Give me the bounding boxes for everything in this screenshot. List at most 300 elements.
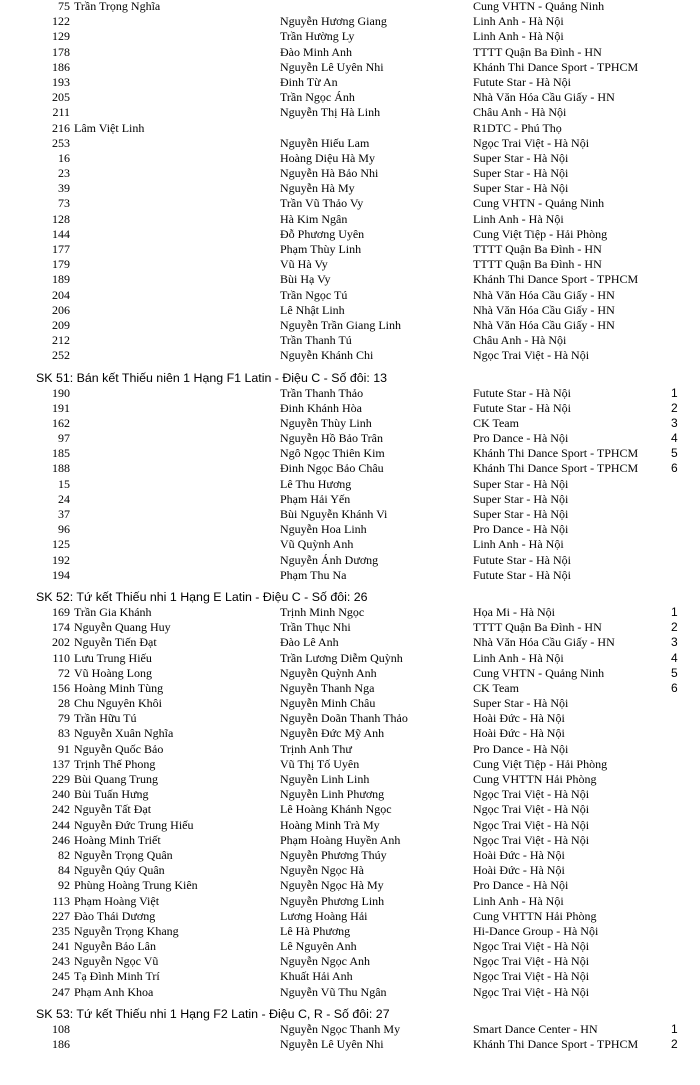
club-name: Linh Anh - Hà Nội: [473, 29, 564, 44]
couple-row: [0, 711, 700, 726]
club-name: Linh Anh - Hà Nội: [473, 893, 564, 908]
partner-name: Hà Kim Ngân: [280, 211, 348, 226]
partner-name: Trần Lương Diễm Quỳnh: [280, 650, 403, 665]
club-name: Super Star - Hà Nội: [473, 150, 569, 165]
club-name: Cung Việt Tiệp - Hải Phòng: [473, 226, 608, 241]
partner-name: Trịnh Minh Ngọc: [280, 604, 365, 619]
couple-number: 129: [52, 29, 70, 44]
club-name: Cung VHTTN Hải Phòng: [473, 908, 597, 923]
couple-row: [0, 303, 700, 318]
partner-name: Nguyễn Linh Phương: [280, 787, 385, 802]
lead-name: Nguyễn Tất Đạt: [74, 802, 152, 817]
club-name: Ngọc Trai Việt - Hà Nội: [473, 969, 590, 984]
couple-number: 96: [58, 522, 70, 537]
couple-number: 194: [52, 567, 70, 582]
partner-name: Trần Hường Ly: [280, 29, 355, 44]
partner-name: Lê Thu Hương: [280, 476, 352, 491]
rank-number: 1: [671, 1021, 678, 1036]
rank-number: 3: [671, 635, 678, 650]
couple-row: [0, 431, 700, 446]
couple-row: [0, 272, 700, 287]
partner-name: Nguyễn Khánh Chi: [280, 348, 374, 363]
couple-row: [0, 939, 700, 954]
partner-name: Nguyễn Lê Uyên Nhi: [280, 1037, 384, 1051]
club-name: Super Star - Hà Nội: [473, 181, 569, 196]
couple-number: 247: [52, 984, 70, 999]
partner-name: Nguyễn Ngọc Anh: [280, 954, 370, 969]
partner-name: Lương Hoàng Hải: [280, 908, 368, 923]
lead-name: Hoàng Minh Triết: [74, 832, 161, 847]
couple-row: [0, 401, 700, 416]
couple-number: 174: [52, 620, 70, 635]
club-name: Linh Anh - Hà Nội: [473, 14, 564, 29]
partner-name: Lê Nhật Linh: [280, 302, 345, 317]
couple-row: [0, 985, 700, 1000]
event-section: [0, 0, 700, 364]
club-name: TTTT Quận Ba Đình - HN: [473, 257, 602, 272]
couple-row: [0, 924, 700, 939]
club-name: Futute Star - Hà Nội: [473, 567, 571, 582]
club-name: Ngọc Trai Việt - Hà Nội: [473, 348, 590, 363]
lead-name: Nguyễn Quốc Bảo: [74, 741, 164, 756]
club-name: Futute Star - Hà Nội: [473, 385, 571, 400]
couple-row: [0, 802, 700, 817]
club-name: Super Star - Hà Nội: [473, 507, 569, 521]
partner-name: Vũ Quỳnh Anh: [280, 537, 354, 552]
lead-name: Bùi Tuấn Hưng: [74, 787, 149, 802]
rank-number: 2: [671, 400, 678, 415]
couple-row: [0, 863, 700, 878]
club-name: Hoài Đức - Hà Nội: [473, 711, 565, 726]
club-name: Khánh Thi Dance Sport - TPHCM: [473, 59, 639, 74]
club-name: Ngọc Trai Việt - Hà Nội: [473, 984, 590, 999]
couple-number: 169: [52, 604, 70, 619]
couple-number: 137: [52, 756, 70, 771]
couple-row: [0, 681, 700, 696]
partner-name: Lê Hoàng Khánh Ngọc: [280, 802, 392, 817]
partner-name: Bùi Nguyễn Khánh Vi: [280, 507, 388, 521]
couple-row: [0, 461, 700, 476]
club-name: Cung Việt Tiệp - Hải Phòng: [473, 756, 608, 771]
lead-name: Nguyễn Trọng Quân: [74, 847, 173, 862]
partner-name: Nguyễn Ngọc Hà: [280, 863, 364, 878]
couple-row: [0, 522, 700, 537]
partner-name: Nguyễn Hương Giang: [280, 14, 387, 29]
club-name: Super Star - Hà Nội: [473, 476, 569, 491]
partner-name: Nguyễn Đức Mỹ Anh: [280, 726, 385, 741]
club-name: TTTT Quận Ba Đình - HN: [473, 620, 602, 635]
couple-row: [0, 537, 700, 552]
club-name: Hoài Đức - Hà Nội: [473, 726, 565, 741]
couple-number: 244: [52, 817, 70, 832]
couple-number: 15: [58, 476, 70, 491]
partner-name: Nguyễn Hồ Bảo Trân: [280, 431, 384, 446]
club-name: Pro Dance - Hà Nội: [473, 741, 569, 756]
partner-name: Nguyễn Vũ Thu Ngân: [280, 984, 387, 999]
couple-number: 113: [52, 893, 70, 908]
lead-name: Trịnh Thế Phong: [74, 756, 156, 771]
club-name: Nhà Văn Hóa Cầu Giấy - HN: [473, 302, 615, 317]
couple-row: [0, 105, 700, 120]
club-name: Pro Dance - Hà Nội: [473, 522, 569, 537]
lead-name: Nguyễn Xuân Nghĩa: [74, 726, 174, 741]
couple-row: [0, 121, 700, 136]
couple-number: 24: [58, 491, 70, 506]
couple-row: [0, 568, 700, 583]
partner-name: Nguyễn Thị Hà Linh: [280, 105, 381, 120]
couple-row: [0, 386, 700, 401]
couple-row: [0, 878, 700, 893]
couple-row: [0, 288, 700, 303]
couple-number: 79: [58, 711, 70, 726]
lead-name: Trần Gia Khánh: [74, 604, 152, 619]
couple-number: 188: [52, 461, 70, 476]
couple-number: 192: [52, 552, 70, 567]
couple-number: 23: [58, 166, 70, 181]
partner-name: Lê Nguyên Anh: [280, 939, 357, 954]
partner-name: Nguyễn Hà Bảo Nhi: [280, 166, 379, 181]
partner-name: Phạm Thùy Linh: [280, 242, 362, 256]
couple-row: [0, 507, 700, 522]
rank-number: 6: [671, 461, 678, 476]
couple-number: 241: [52, 939, 70, 954]
couple-number: 122: [52, 14, 70, 29]
couple-number: 242: [52, 802, 70, 817]
club-name: Khánh Thi Dance Sport - TPHCM: [473, 1037, 639, 1051]
couple-number: 235: [52, 923, 70, 938]
partner-name: Khuất Hải Anh: [280, 969, 353, 984]
couple-number: 209: [52, 317, 70, 332]
couple-row: [0, 477, 700, 492]
couple-row: [0, 1037, 700, 1052]
couple-number: 190: [52, 385, 70, 400]
club-name: TTTT Quận Ba Đình - HN: [473, 242, 602, 256]
couple-row: [0, 666, 700, 681]
club-name: Nhà Văn Hóa Cầu Giấy - HN: [473, 317, 615, 332]
couple-number: 37: [58, 507, 70, 521]
partner-name: Bùi Hạ Vy: [280, 272, 331, 287]
couple-number: 125: [52, 537, 70, 552]
couple-row: [0, 333, 700, 348]
club-name: Super Star - Hà Nội: [473, 491, 569, 506]
couple-number: 253: [52, 135, 70, 150]
couple-number: 82: [58, 847, 70, 862]
couple-row: [0, 227, 700, 242]
partner-name: Nguyễn Ánh Dương: [280, 552, 379, 567]
couple-number: 179: [52, 257, 70, 272]
partner-name: Nguyễn Thùy Linh: [280, 415, 372, 430]
club-name: Nhà Văn Hóa Cầu Giấy - HN: [473, 90, 615, 105]
partner-name: Đỗ Phương Uyên: [280, 226, 365, 241]
partner-name: Vũ Thị Tố Uyên: [280, 756, 360, 771]
couple-number: 75: [58, 0, 70, 13]
club-name: Linh Anh - Hà Nội: [473, 537, 564, 552]
club-name: Smart Dance Center - HN: [473, 1021, 598, 1036]
lead-name: Chu Nguyên Khôi: [74, 696, 162, 711]
couple-row: [0, 757, 700, 772]
club-name: Futute Star - Hà Nội: [473, 74, 571, 89]
partner-name: Phạm Thu Na: [280, 567, 347, 582]
partner-name: Nguyễn Trần Giang Linh: [280, 317, 401, 332]
lead-name: Phùng Hoàng Trung Kiên: [74, 878, 198, 893]
couple-number: 189: [52, 272, 70, 287]
couple-row: [0, 14, 700, 29]
couple-number: 212: [52, 333, 70, 348]
rank-number: 4: [671, 431, 678, 446]
club-name: CK Team: [473, 680, 519, 695]
couple-number: 202: [52, 635, 70, 650]
partner-name: Đinh Khánh Hòa: [280, 400, 362, 415]
couple-number: 185: [52, 446, 70, 461]
couple-row: [0, 242, 700, 257]
couple-row: [0, 726, 700, 741]
couple-row: [0, 742, 700, 757]
partner-name: Phạm Hoàng Huyền Anh: [280, 832, 401, 847]
couple-row: [0, 909, 700, 924]
partner-name: Đinh Ngọc Bảo Châu: [280, 461, 384, 476]
partner-name: Nguyễn Hiếu Lam: [280, 135, 370, 150]
rank-number: 3: [671, 415, 678, 430]
couple-number: 252: [52, 348, 70, 363]
couple-row: [0, 318, 700, 333]
partner-name: Nguyễn Thanh Nga: [280, 680, 375, 695]
lead-name: Trần Trọng Nghĩa: [74, 0, 161, 13]
club-name: Nhà Văn Hóa Cầu Giấy - HN: [473, 287, 615, 302]
event-section: [0, 589, 700, 1000]
partner-name: Đào Lê Anh: [280, 635, 339, 650]
partner-name: Trần Thục Nhi: [280, 620, 351, 635]
club-name: Hoài Đức - Hà Nội: [473, 863, 565, 878]
couple-row: [0, 151, 700, 166]
partner-name: Nguyễn Linh Linh: [280, 772, 370, 786]
couple-row: [0, 787, 700, 802]
partner-name: Trần Thanh Tú: [280, 333, 352, 348]
club-name: Cung VHTN - Quảng Ninh: [473, 0, 605, 13]
couple-number: 156: [52, 680, 70, 695]
club-name: Pro Dance - Hà Nội: [473, 878, 569, 893]
partner-name: Hoàng Diệu Hà My: [280, 150, 375, 165]
club-name: Ngọc Trai Việt - Hà Nội: [473, 817, 590, 832]
couple-row: [0, 181, 700, 196]
club-name: Cung VHTN - Quảng Ninh: [473, 665, 605, 680]
lead-name: Nguyễn Tiến Đạt: [74, 635, 157, 650]
rank-number: 4: [671, 650, 678, 665]
partner-name: Lê Hà Phương: [280, 923, 351, 938]
rank-number: 6: [671, 680, 678, 695]
lead-name: Trần Hữu Tú: [74, 711, 137, 726]
couple-row: [0, 212, 700, 227]
lead-name: Bùi Quang Trung: [74, 772, 159, 786]
club-name: Châu Anh - Hà Nội: [473, 105, 567, 120]
partner-name: Nguyễn Ngọc Thanh My: [280, 1021, 401, 1036]
lead-name: Phạm Anh Khoa: [74, 984, 154, 999]
club-name: Futute Star - Hà Nội: [473, 400, 571, 415]
rank-number: 1: [671, 385, 678, 400]
lead-name: Nguyễn Ngọc Vũ: [74, 954, 159, 969]
partner-name: Nguyễn Minh Châu: [280, 696, 376, 711]
couple-row: [0, 492, 700, 507]
partner-name: Trần Ngọc Ánh: [280, 90, 355, 105]
club-name: TTTT Quận Ba Đình - HN: [473, 44, 602, 59]
rank-number: 2: [671, 620, 678, 635]
couple-number: 83: [58, 726, 70, 741]
club-name: Ngọc Trai Việt - Hà Nội: [473, 135, 590, 150]
couple-number: 245: [52, 969, 70, 984]
lead-name: Phạm Hoàng Việt: [74, 893, 160, 908]
club-name: CK Team: [473, 415, 519, 430]
couple-number: 240: [52, 787, 70, 802]
club-name: Ngọc Trai Việt - Hà Nội: [473, 787, 590, 802]
partner-name: Trần Vũ Thảo Vy: [280, 196, 364, 211]
couple-row: [0, 45, 700, 60]
lead-name: Lâm Việt Linh: [74, 120, 145, 135]
partner-name: Nguyễn Ngọc Hà My: [280, 878, 384, 893]
lead-name: Nguyễn Đức Trung Hiếu: [74, 817, 194, 832]
couple-row: [0, 772, 700, 787]
couple-row: [0, 90, 700, 105]
couple-row: [0, 196, 700, 211]
club-name: R1DTC - Phú Thọ: [473, 120, 562, 135]
event-section: [0, 1006, 700, 1052]
club-name: Futute Star - Hà Nội: [473, 552, 571, 567]
club-name: Ngọc Trai Việt - Hà Nội: [473, 832, 590, 847]
partner-name: Nguyễn Hà My: [280, 181, 355, 196]
couple-number: 205: [52, 90, 70, 105]
club-name: Hoài Đức - Hà Nội: [473, 847, 565, 862]
couple-number: 108: [52, 1021, 70, 1036]
rank-number: 1: [671, 604, 678, 619]
couple-row: [0, 553, 700, 568]
partner-name: Trịnh Anh Thư: [280, 741, 352, 756]
rank-number: 5: [671, 446, 678, 461]
couple-number: 206: [52, 302, 70, 317]
couple-number: 186: [52, 1037, 70, 1051]
couple-row: [0, 969, 700, 984]
couple-number: 144: [52, 226, 70, 241]
club-name: Cung VHTN - Quảng Ninh: [473, 196, 605, 211]
club-name: Hi-Dance Group - Hà Nội: [473, 923, 599, 938]
couple-row: [0, 696, 700, 711]
couple-number: 216: [52, 120, 70, 135]
couple-row: [0, 818, 700, 833]
couple-row: [0, 0, 700, 14]
couple-row: [0, 954, 700, 969]
club-name: Ngọc Trai Việt - Hà Nội: [473, 802, 590, 817]
couple-number: 72: [58, 665, 70, 680]
partner-name: Nguyễn Quỳnh Anh: [280, 665, 377, 680]
club-name: Cung VHTTN Hải Phòng: [473, 772, 597, 786]
couple-number: 204: [52, 287, 70, 302]
couple-row: [0, 833, 700, 848]
partner-name: Ngô Ngọc Thiên Kim: [280, 446, 385, 461]
event-heading: SK 52: Tứ kết Thiếu nhi 1 Hạng E Latin - Điệu C - Số đôi: 26: [36, 589, 368, 604]
club-name: Nhà Văn Hóa Cầu Giấy - HN: [473, 635, 615, 650]
couple-row: [0, 620, 700, 635]
couple-row: [0, 894, 700, 909]
club-name: Khánh Thi Dance Sport - TPHCM: [473, 446, 639, 461]
couple-number: 91: [58, 741, 70, 756]
club-name: Linh Anh - Hà Nội: [473, 650, 564, 665]
club-name: Họa Mi - Hà Nội: [473, 604, 555, 619]
partner-name: Trần Thanh Thảo: [280, 385, 364, 400]
couple-number: 211: [52, 105, 70, 120]
partner-name: Đinh Từ An: [280, 74, 338, 89]
couple-row: [0, 166, 700, 181]
couple-number: 246: [52, 832, 70, 847]
lead-name: Hoàng Minh Tùng: [74, 680, 164, 695]
club-name: Khánh Thi Dance Sport - TPHCM: [473, 272, 639, 287]
couple-row: [0, 446, 700, 461]
couple-number: 73: [58, 196, 70, 211]
couple-number: 128: [52, 211, 70, 226]
couple-row: [0, 60, 700, 75]
couple-row: [0, 348, 700, 363]
lead-name: Nguyễn Qúy Quân: [74, 863, 165, 878]
partner-name: Nguyễn Hoa Linh: [280, 522, 367, 537]
couple-number: 193: [52, 74, 70, 89]
partner-name: Nguyễn Doãn Thanh Thảo: [280, 711, 408, 726]
couple-number: 84: [58, 863, 70, 878]
lead-name: Lưu Trung Hiếu: [74, 650, 152, 665]
couple-row: [0, 605, 700, 620]
club-name: Khánh Thi Dance Sport - TPHCM: [473, 461, 639, 476]
lead-name: Nguyễn Bảo Lân: [74, 939, 156, 954]
lead-name: Nguyễn Trọng Khang: [74, 923, 179, 938]
couple-number: 229: [52, 772, 70, 786]
couple-number: 97: [58, 431, 70, 446]
event-heading: SK 51: Bán kết Thiếu niên 1 Hạng F1 Latin - Điệu C - Số đôi: 13: [36, 370, 388, 385]
couple-row: [0, 651, 700, 666]
partner-name: Trần Ngọc Tú: [280, 287, 348, 302]
club-name: Ngọc Trai Việt - Hà Nội: [473, 954, 590, 969]
club-name: Super Star - Hà Nội: [473, 166, 569, 181]
couple-row: [0, 75, 700, 90]
couple-number: 110: [52, 650, 70, 665]
club-name: Linh Anh - Hà Nội: [473, 211, 564, 226]
partner-name: Vũ Hà Vy: [280, 257, 328, 272]
club-name: Châu Anh - Hà Nội: [473, 333, 567, 348]
couple-number: 243: [52, 954, 70, 969]
couple-row: [0, 635, 700, 650]
couple-number: 39: [58, 181, 70, 196]
partner-name: Nguyễn Phương Thúy: [280, 847, 387, 862]
couple-number: 16: [58, 150, 70, 165]
partner-name: Hoàng Minh Trà My: [280, 817, 380, 832]
couple-row: [0, 848, 700, 863]
event-heading: SK 53: Tứ kết Thiếu nhi 1 Hạng F2 Latin - Điệu C, R - Số đôi: 27: [36, 1006, 390, 1021]
couple-row: [0, 29, 700, 44]
couple-number: 227: [52, 908, 70, 923]
couple-number: 186: [52, 59, 70, 74]
couple-number: 92: [58, 878, 70, 893]
couple-row: [0, 136, 700, 151]
rank-number: 2: [671, 1037, 678, 1051]
lead-name: Tạ Đình Minh Trí: [74, 969, 160, 984]
club-name: Super Star - Hà Nội: [473, 696, 569, 711]
couple-number: 178: [52, 44, 70, 59]
couple-number: 191: [52, 400, 70, 415]
partner-name: Phạm Hải Yến: [280, 491, 351, 506]
couple-row: [0, 416, 700, 431]
lead-name: Đào Thái Dương: [74, 908, 156, 923]
couple-row: [0, 1022, 700, 1037]
partner-name: Nguyễn Lê Uyên Nhi: [280, 59, 384, 74]
couple-number: 162: [52, 415, 70, 430]
rank-number: 5: [671, 665, 678, 680]
couple-number: 177: [52, 242, 70, 256]
club-name: Ngọc Trai Việt - Hà Nội: [473, 939, 590, 954]
event-section: [0, 370, 700, 583]
